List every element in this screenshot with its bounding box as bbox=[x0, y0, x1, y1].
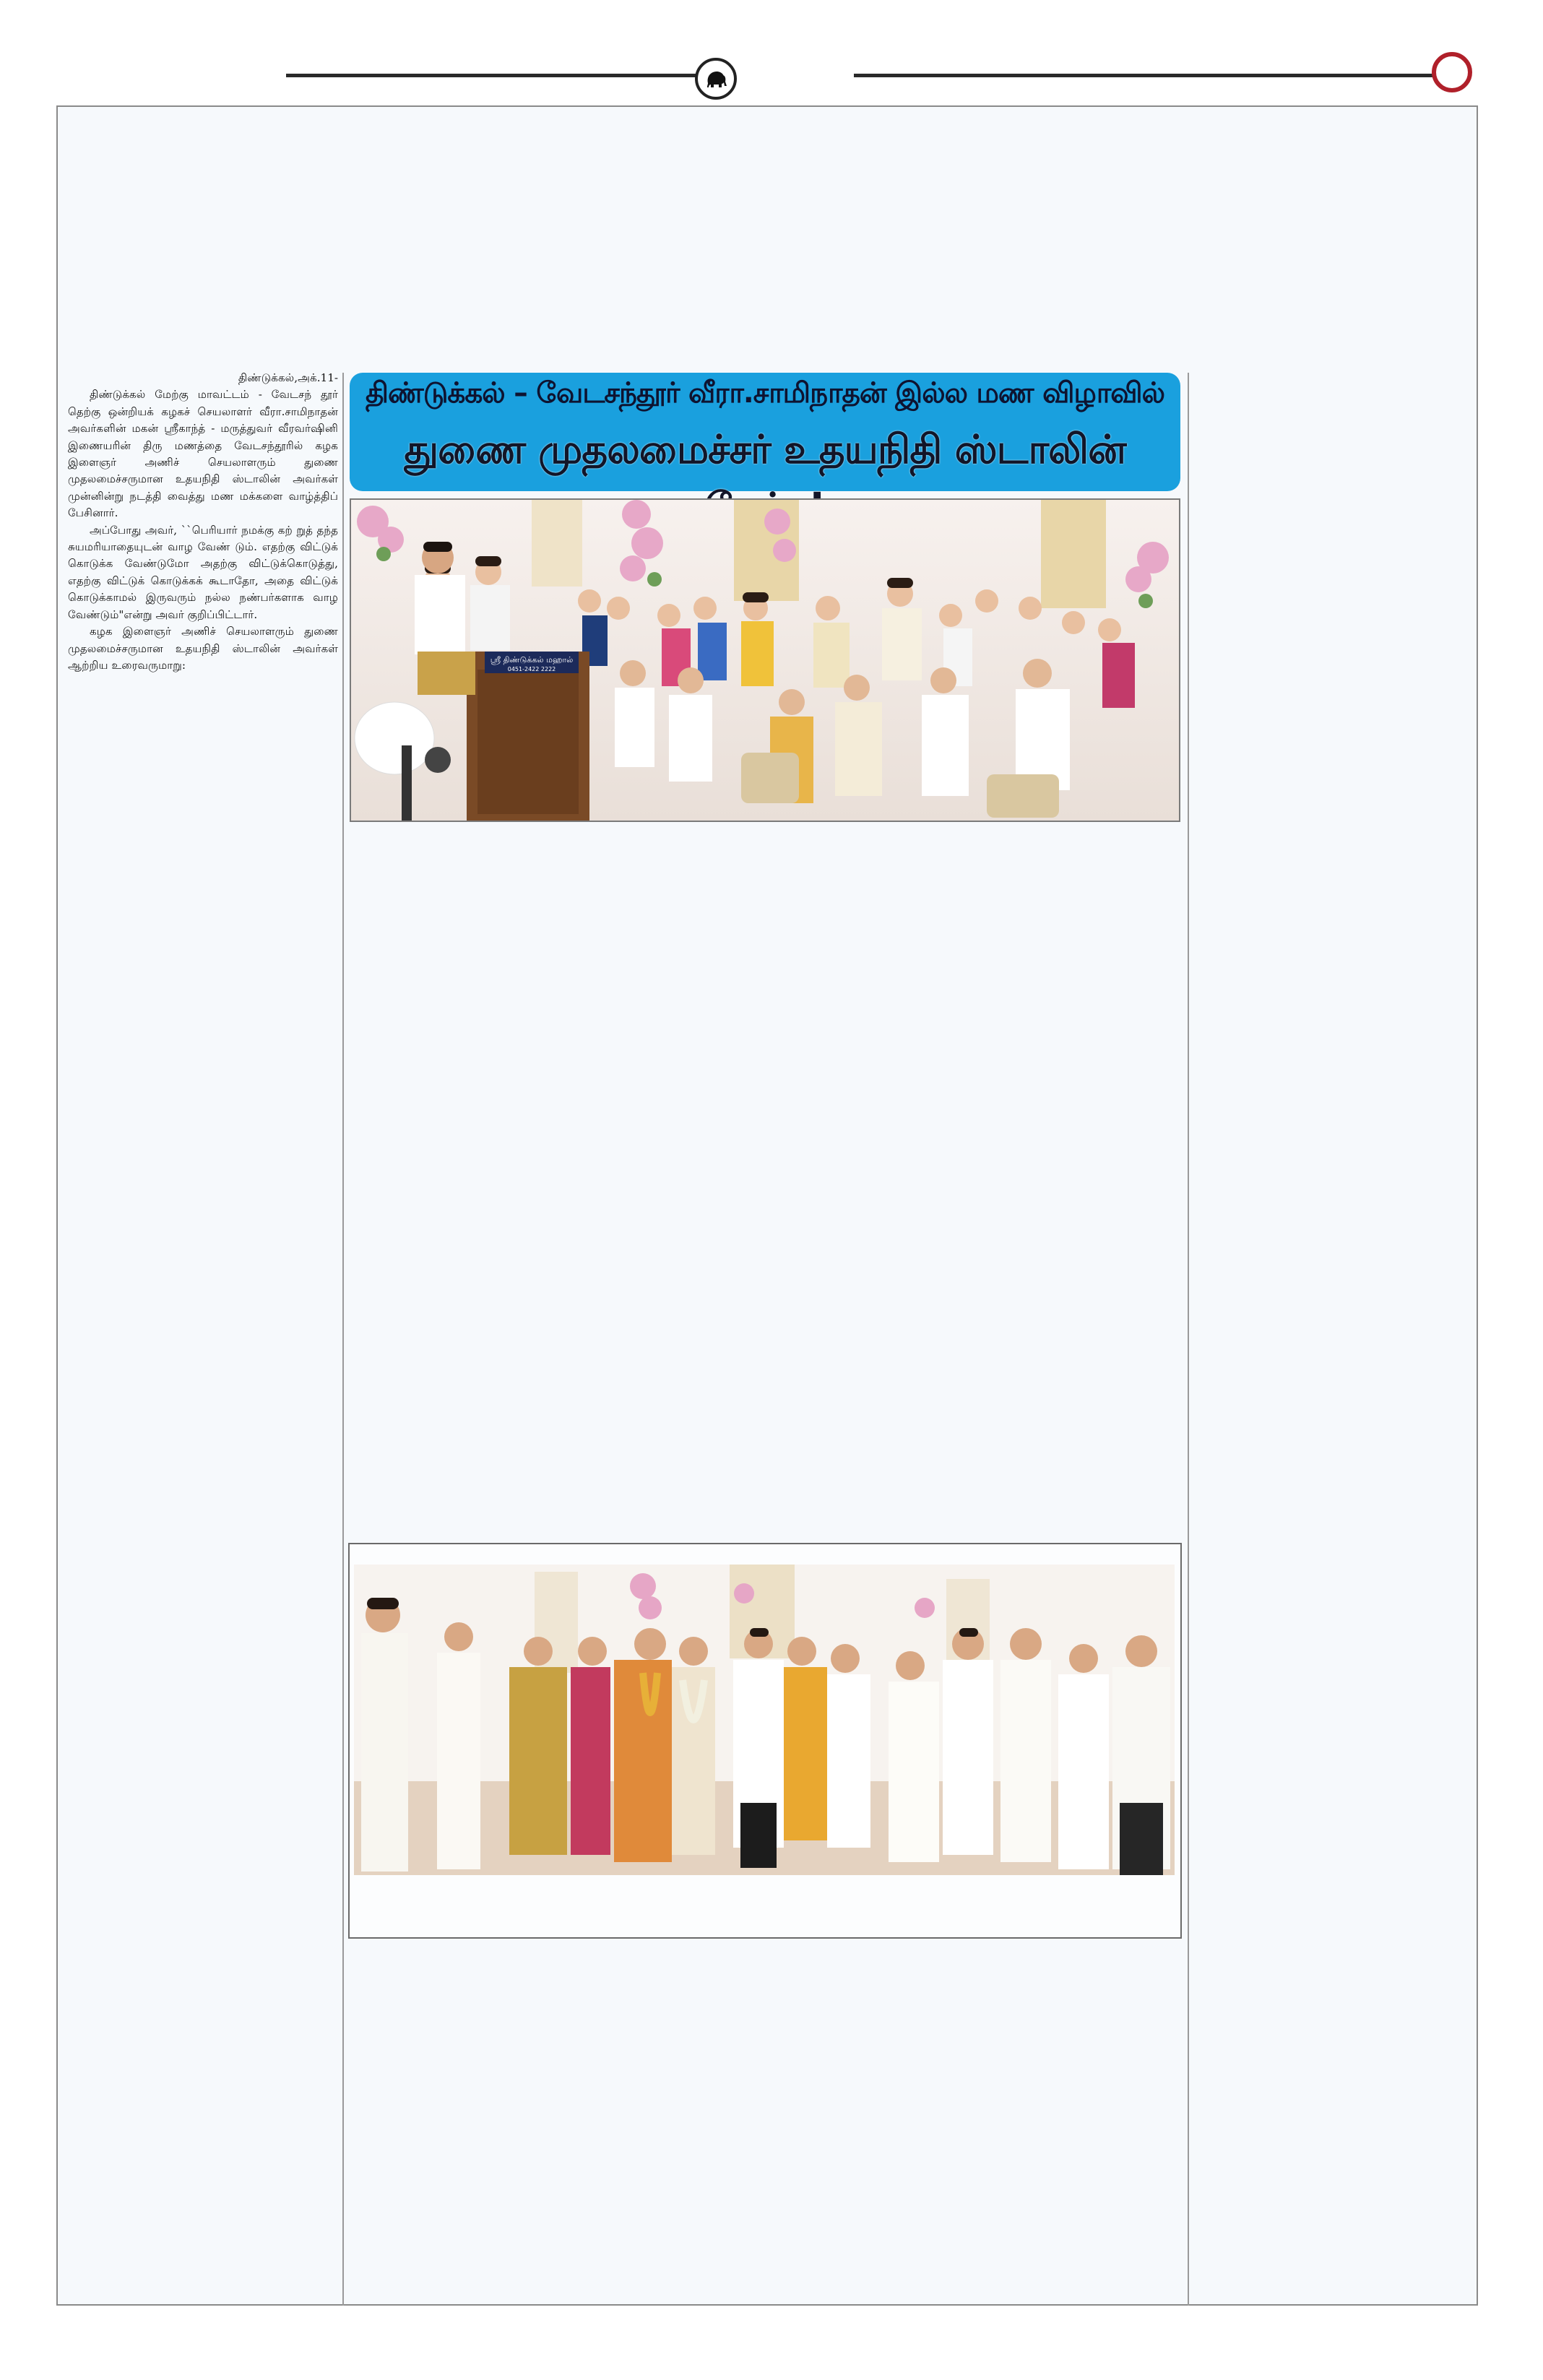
column-rule-left bbox=[342, 373, 344, 2306]
group-photo bbox=[354, 1565, 1175, 1875]
headline-banner bbox=[350, 373, 1180, 491]
headline-main: துணை முதலமைச்சர் உதயநிதி ஸ்டாலின் bbox=[404, 426, 1126, 472]
red-ring-icon bbox=[1432, 52, 1472, 92]
wedding-stage-photo bbox=[350, 498, 1180, 822]
article-paragraph: திண்டுக்கல் மேற்கு மாவட்டம் - வேடசந் தூர் தெற்கு ஒன்றியக் கழகச் செயலாளர் வீரா.சாமிநாதன் அவர்களின் மகன் ஸ்ரீகாந்த் - மருத்துவர் வீரவர்ஷினி இணையரின் திரு மணத்தை வேடசந்தூரில் கழக இளைஞர் அணிச் செயலாளரும் துணை முதலமைச்சருமான உதயநிதி ஸ்டாலின் அவர்கள் முன்னின்று நடத்தி வைத்து மண மக்களை வாழ்த்திப் பேசினார். bbox=[68, 388, 338, 520]
masthead-rule-left bbox=[286, 74, 698, 77]
elephant-emblem-icon bbox=[695, 58, 737, 100]
article-paragraph: அப்போது அவர், ``பெரியார் நமக்கு கற் றுத் தந்த சுயமரியாதையுடன் வாழ வேண் டும். எதற்கு விட்டுக் கொடுக்க வேண்டுமோ அதற்கு விட்டுக்கொடுத்து, எதற்கு விட்டுக் கொடுக்கக் கூடாதோ, அதை விட்டுக் கொடுக்காமல் இருவரும் நல்ல நண்பர்களாக வாழ வேண்டும்"என்று அவர் குறிப்பிட்டார். bbox=[68, 523, 339, 621]
column-rule-right bbox=[1188, 373, 1189, 2306]
headline-kicker: திண்டுக்கல் – வேடசந்தூர் வீரா.சாமிநாதன் இல்ல மண விழாவில் bbox=[366, 377, 1164, 410]
masthead-rule-right bbox=[854, 74, 1438, 77]
podium-phone: 0451-2422 2222 bbox=[507, 666, 556, 672]
podium-sign: ஸ்ரீ திண்டுக்கல் மஹால் bbox=[490, 655, 574, 665]
article-paragraph: கழக இளைஞர் அணிச் செயலாளரும் துணை முதலமைச்சருமான உதயநிதி ஸ்டாலின் அவர்கள் ஆற்றிய உரைவருமாறு: bbox=[68, 625, 338, 672]
dateline: திண்டுக்கல்,அக்.11- bbox=[238, 371, 338, 384]
article-body bbox=[68, 370, 338, 674]
